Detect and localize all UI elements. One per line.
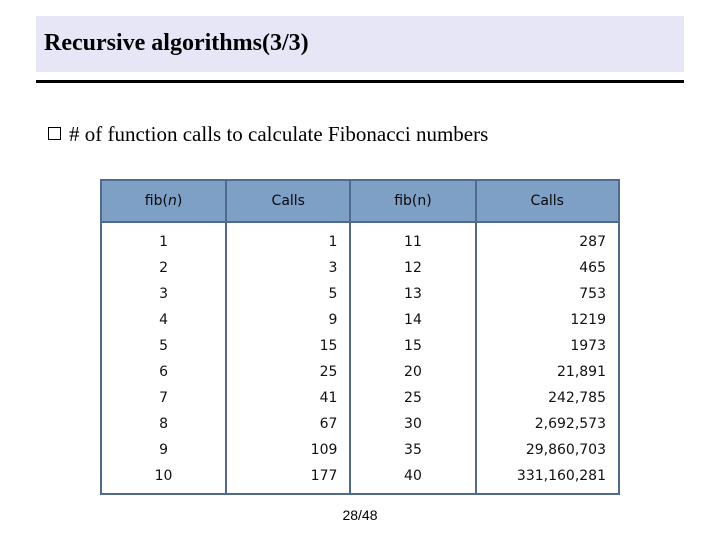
cell-n: 14 [350, 307, 475, 333]
cell-calls: 5 [226, 281, 350, 307]
cell-calls: 753 [476, 281, 619, 307]
table-row [101, 463, 619, 494]
cell-n: 20 [350, 359, 475, 385]
header-calls: Calls [226, 180, 350, 222]
cell-calls: 25 [226, 359, 350, 385]
cell-n: 8 [159, 416, 169, 432]
table-row [101, 222, 619, 255]
header-fib-n-var: n [167, 193, 177, 209]
cell-n: 9 [159, 442, 169, 458]
table-row [101, 333, 619, 359]
cell-calls: 287 [476, 222, 619, 255]
fibonacci-calls-table [100, 179, 620, 495]
cell-calls: 465 [476, 255, 619, 281]
table-row [101, 359, 619, 385]
cell-n: 15 [350, 333, 475, 359]
cell-calls: 2,692,573 [476, 411, 619, 437]
table-header-row [101, 180, 619, 222]
slide-title: Recursive algorithms(3/3) [44, 30, 309, 56]
cell-n: 1 [159, 234, 169, 250]
cell-calls: 177 [226, 463, 350, 494]
cell-calls: 331,160,281 [476, 463, 619, 494]
cell-calls: 1973 [476, 333, 619, 359]
cell-n: 13 [350, 281, 475, 307]
bullet-text: # of function calls to calculate Fibonacci numbers [69, 122, 489, 146]
cell-calls: 41 [226, 385, 350, 411]
cell-n: 5 [159, 338, 169, 354]
table-row [101, 385, 619, 411]
cell-calls: 1 [226, 222, 350, 255]
cell-n: 40 [350, 463, 475, 494]
cell-calls: 15 [226, 333, 350, 359]
table-row [101, 411, 619, 437]
page-number: 28/48 [342, 507, 378, 523]
cell-n: 6 [159, 364, 169, 380]
cell-n: 2 [159, 260, 169, 276]
table-row [101, 281, 619, 307]
cell-n: 35 [350, 437, 475, 463]
title-bar [36, 16, 684, 72]
header-calls-2: Calls [476, 180, 619, 222]
header-fib-n-2: fib(n) [350, 180, 475, 222]
table-row [101, 255, 619, 281]
cell-n: 10 [154, 468, 173, 484]
cell-n: 12 [350, 255, 475, 281]
cell-n: 30 [350, 411, 475, 437]
checkbox-bullet-icon [48, 127, 61, 140]
bullet-item [48, 122, 488, 147]
cell-calls: 242,785 [476, 385, 619, 411]
cell-n: 4 [159, 312, 169, 328]
cell-n: 25 [350, 385, 475, 411]
cell-calls: 9 [226, 307, 350, 333]
cell-n: 7 [159, 390, 169, 406]
cell-calls: 67 [226, 411, 350, 437]
cell-n: 11 [350, 222, 475, 255]
header-fib-n: fib(n) [101, 180, 226, 222]
cell-calls: 29,860,703 [476, 437, 619, 463]
cell-calls: 3 [226, 255, 350, 281]
cell-calls: 109 [226, 437, 350, 463]
table-row [101, 307, 619, 333]
cell-calls: 21,891 [476, 359, 619, 385]
title-divider [36, 80, 684, 83]
table-row [101, 437, 619, 463]
cell-calls: 1219 [476, 307, 619, 333]
cell-n: 3 [159, 286, 169, 302]
